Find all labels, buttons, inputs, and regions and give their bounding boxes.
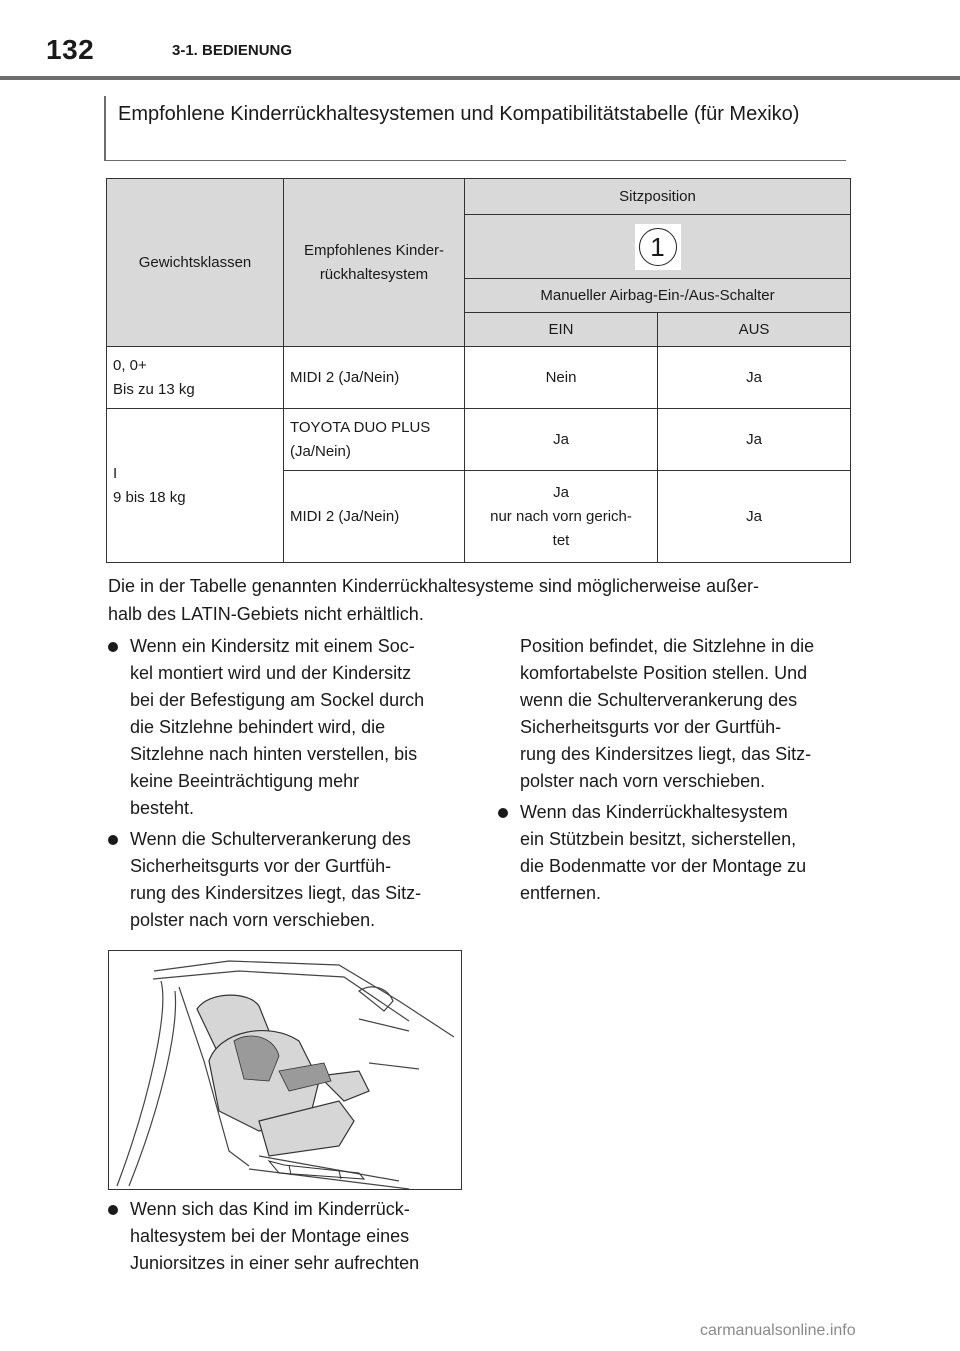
- list-item: Wenn die Schulterverankerung des Sicherheitsgurts vor der Gurtfüh- rung des Kindersitzes liegt, das Sitz- polster nach vorn verschieben.: [106, 826, 456, 934]
- car-seat-drawing: [109, 951, 461, 1189]
- cell-weight: I 9 bis 18 kg: [107, 409, 284, 563]
- cell-off: Ja: [658, 409, 851, 471]
- header-airbag-switch: Manueller Airbag-Ein-/Aus-Schalter: [465, 279, 851, 313]
- table-caption: Empfohlene Kinderrückhaltesystemen und Kompatibilitätstabelle (für Mexiko): [118, 103, 800, 125]
- header-seat-number: [465, 215, 851, 279]
- cell-system: MIDI 2 (Ja/Nein): [284, 347, 465, 409]
- list-item: Wenn ein Kindersitz mit einem Soc- kel montiert wird und der Kindersitz bei der Befestigung am Sockel durch die Sitzlehne behindert wird, die Sitzlehne nach hinten verstellen, bis keine Beeinträchtigung mehr besteht.: [106, 633, 456, 822]
- header-weight: Gewichtsklassen: [107, 179, 284, 347]
- cell-on: Ja nur nach vorn gerich- tet: [465, 471, 658, 563]
- right-column: [496, 633, 846, 911]
- header-system: Empfohlenes Kinder- rückhaltesystem: [284, 179, 465, 347]
- child-seat-illustration: [108, 950, 462, 1190]
- table-row: [107, 409, 851, 471]
- header-on: EIN: [465, 313, 658, 347]
- cell-off: Ja: [658, 347, 851, 409]
- cell-on: Ja: [465, 409, 658, 471]
- bullet-icon: [108, 835, 118, 845]
- list-item: Wenn sich das Kind im Kinderrück- haltesystem bei der Montage eines Juniorsitzes in einer sehr aufrechten: [106, 1196, 456, 1281]
- page-number: 132: [46, 34, 95, 65]
- bullet-icon: [498, 808, 508, 818]
- table-caption-box: [104, 96, 846, 161]
- compatibility-table: [106, 178, 851, 563]
- header-off: AUS: [658, 313, 851, 347]
- watermark: carmanualsonline.info: [700, 1322, 856, 1339]
- list-item: Wenn das Kinderrückhaltesystem ein Stützbein besitzt, sicherstellen, die Bodenmatte vor der Montage zu entfernen.: [496, 799, 846, 907]
- cell-off: Ja: [658, 471, 851, 563]
- list-item-continuation: Position befindet, die Sitzlehne in die komfortabelste Position stellen. Und wenn die Schulterverankerung des Sicherheitsgurts vor der Gurtfüh- rung des Kindersitzes liegt, das Sitz- polster nach vorn verschieben.: [520, 636, 815, 791]
- section-title: 3-1. BEDIENUNG: [172, 42, 293, 59]
- page-header: [0, 0, 960, 80]
- cell-system: TOYOTA DUO PLUS (Ja/Nein): [284, 409, 465, 471]
- left-column: [106, 633, 456, 938]
- cell-on: Nein: [465, 347, 658, 409]
- bullet-icon: [108, 642, 118, 652]
- cell-weight: 0, 0+ Bis zu 13 kg: [107, 347, 284, 409]
- table-row: [107, 347, 851, 409]
- cell-system: MIDI 2 (Ja/Nein): [284, 471, 465, 563]
- availability-note: Die in der Tabelle genannten Kinderrückhaltesysteme sind möglicherweise außer- halb des LATIN-Gebiets nicht erhältlich.: [108, 576, 760, 624]
- bullet-icon: [108, 1205, 118, 1215]
- seat-number-icon: 1: [639, 228, 677, 266]
- header-rule: [0, 76, 960, 80]
- header-seat-position: Sitzposition: [465, 179, 851, 215]
